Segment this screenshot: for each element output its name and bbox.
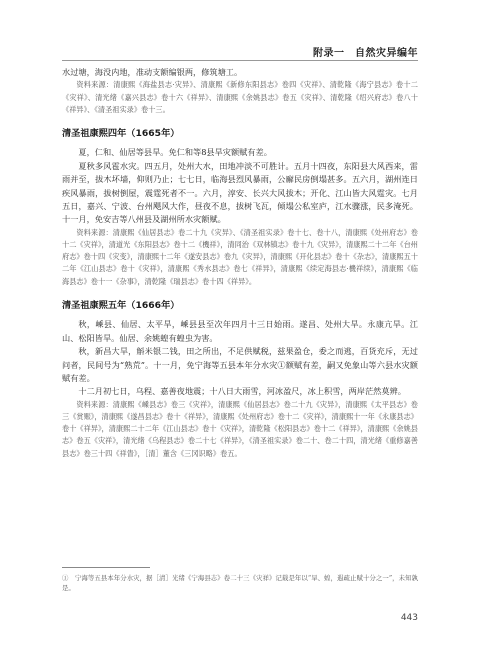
section-title: 清圣祖康熙五年（1666年） [62, 299, 180, 311]
running-header: 附录一 自然灾异编年 [313, 48, 418, 59]
paragraph: 夏，仁和、仙居等县旱。免仁和等8县旱灾额赋有差。 [78, 147, 272, 158]
header-rule [62, 60, 418, 61]
footnote-rule [62, 567, 150, 568]
source-note: 资料来源：清康熙《海盐县志·灾异》、清康熙《新修东阳县志》卷四《灾祥》、清乾隆《海宁县志》卷十二《灾祥》、清光绪《嘉兴县志》卷十六《祥异》、清康熙《余姚县志》卷五《灾祥》、清乾隆《绍兴府志》卷八十《祥异》、《清圣祖实录》卷十三。 [62, 80, 418, 114]
paragraph-continued: 水过塘，海没内地，准动支额编银两，修筑塘工。 [62, 67, 243, 77]
paragraph: 十二月初七日，乌程、嘉善夜地震；十八日大雨雪，河冰盈尺，冰上积雪，两岸茫然莫辨。 [78, 386, 406, 397]
footnote: ① 宁海等五县本年分水灾，据［清］光绪《宁海县志》卷二十三《灾祥》记载是年以“旱、蝗，遐疏止赋十分之一”，未知孰是。 [62, 574, 418, 592]
source-note: 资料来源：清康熙《仙居县志》卷二十九《灾异》、《清圣祖实录》卷十七、卷十八，清康熙《处州府志》卷十二《灾祥》，清道光《东阳县志》卷十二《機祥》，清同治《双林镇志》卷十九《灾异》，清康熙二十二年《台州府志》卷十四《灾变》，清康熙十二年《遂安县志》卷九《灾异》，清康熙《开化县志》卷十《杂志》，清康熙五十二年《江山县志》卷十《灾祥》，清康熙《秀水县志》卷七《祥异》，清康熙《续定海县志·機祥续》，清康熙《临海县志》卷十一《杂事》，清乾隆《瑞县志》卷十四《祥异》。 [62, 227, 418, 286]
source-note: 资料来源：清康熙《嵊县志》卷三《灾祥》，清康熙《仙居县志》卷二十九《灾异》，清康熙《太平县志》卷三《赏赈》，清康熙《遂昌县志》卷十《祥异》，清康熙《处州府志》卷十二《灾祥》，清康熙十一年《永康县志》卷十《祥异》，清康熙二十二年《江山县志》卷十《灾祥》，清乾隆《松阳县志》卷十二《祥异》，清康熙《余姚县志》卷五《灾祥》，清光绪《乌程县志》卷二十七《祥异》，《清圣祖实录》卷二十、卷二十四，清光绪《重修嘉善县志》卷三十四《祥眚》，［清］董含《三冈识略》卷五。 [62, 399, 418, 458]
paragraph: 夏秋多风雹水灾。四五月，处州大水，田地冲淡不可胜计。五月十四夜，东阳县大风西来，雷雨并至，拔木坏墙，仰则乃止；七七日，临海县烈风暴雨，公廨民房倒塌甚多。五六月，湖州连日疾风暴雨，拔树倒屋，震霆死者不一。六月，淳安、长兴大风拔木；开化、江山皆大风霆灾。七月五日，嘉兴、宁波、台州飓风大作，昼夜不息，拔树飞瓦，倾塌公私室庐，江水骤涨，民多淹死。十一月，免安吉等八州县及湖州所水灾额赋。 [62, 160, 418, 225]
section-title: 清圣祖康熙四年（1665年） [62, 128, 180, 140]
paragraph: 秋，嵊县、仙居、太平旱，嵊县县至次年四月十三日始雨。遂昌、处州大旱。永康亢旱。江山、松阳皆旱。仙居、余姚蝗有蝗虫为害。 [62, 319, 418, 343]
page-number: 443 [400, 613, 418, 623]
body-text [62, 66, 418, 460]
paragraph: 秋，新昌大旱，斛米银二钱，田之所出，不足供赋税，兹果盈仓，委之而逃，百货充斥，无过问者，民间号为“熟荒”。十一月，免宁海等五县本年分水灾①额赋有差，嗣又免象山等六县水灾额赋有差。 [62, 346, 418, 383]
